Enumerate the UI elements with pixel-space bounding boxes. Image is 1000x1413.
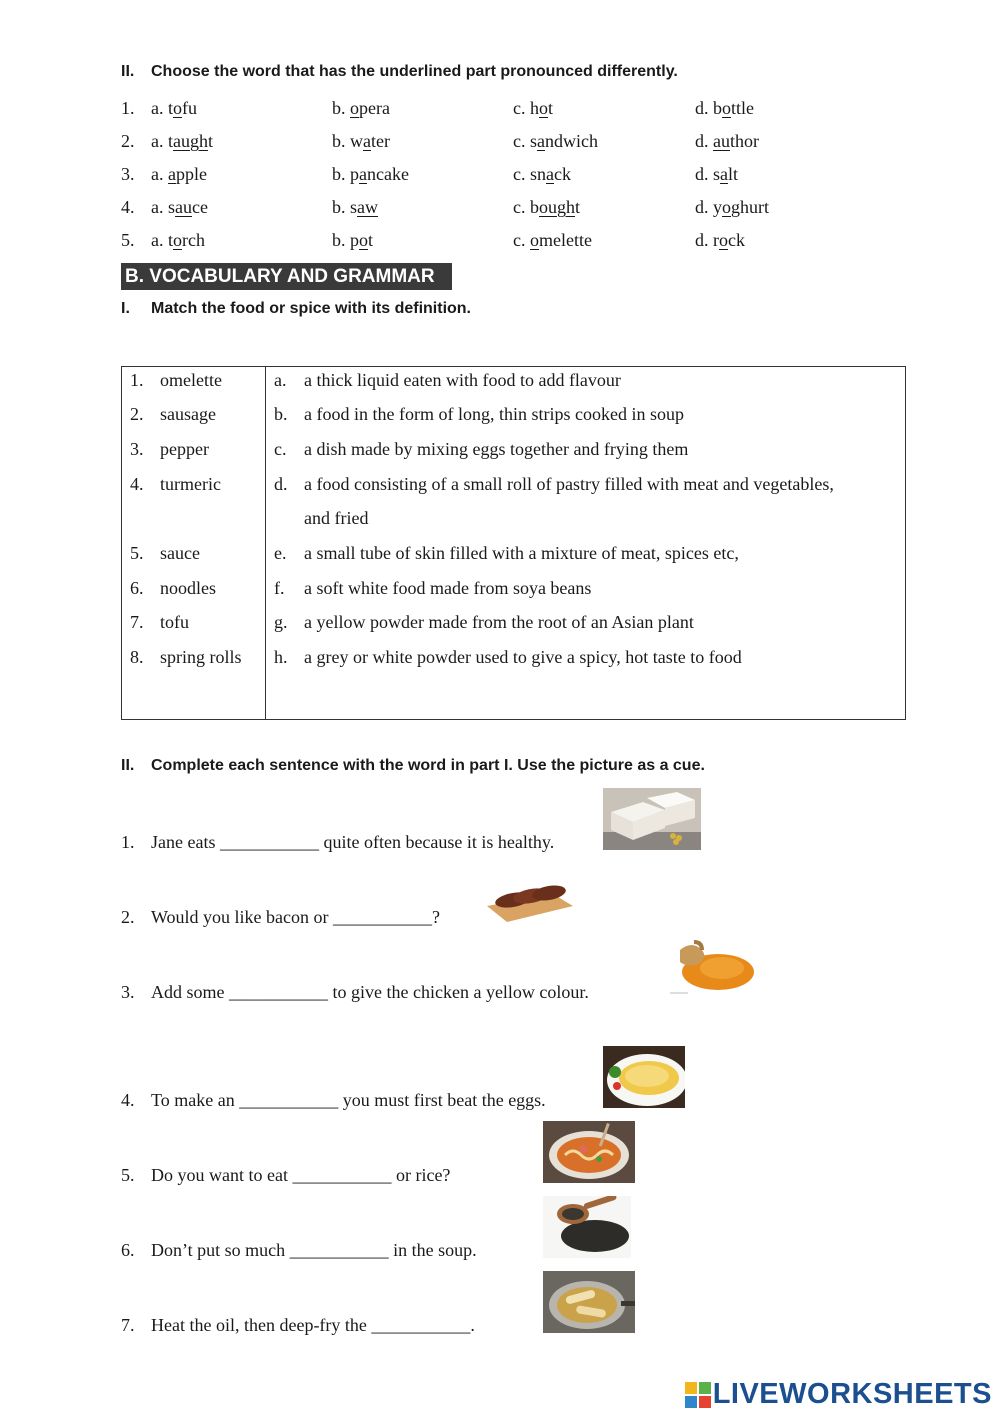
underlined-part: a xyxy=(537,131,545,151)
option-text: a. t xyxy=(151,98,173,118)
option-text: a. t xyxy=(151,131,173,151)
underlined-part: a xyxy=(546,164,554,184)
pronunciation-row xyxy=(121,161,821,187)
answer-option[interactable] xyxy=(151,161,207,187)
word-number: 5. xyxy=(130,543,144,563)
liveworksheets-logo: LIVEWORKSHEETS xyxy=(685,1378,992,1411)
word-number: 3. xyxy=(130,439,144,459)
option-text: b. p xyxy=(332,230,359,250)
word-item xyxy=(130,471,260,497)
sentence-text: Jane eats xyxy=(151,832,220,852)
option-text-rest: t xyxy=(368,230,374,250)
definition-item xyxy=(274,401,899,427)
word-item xyxy=(130,575,260,601)
option-text-rest: ndwich xyxy=(545,131,598,151)
definition-letter: b. xyxy=(274,404,288,424)
word-item xyxy=(130,367,260,393)
underlined-part: o xyxy=(350,98,359,118)
definition-text: a food consisting of a small roll of pastry filled with meat and vegetables, xyxy=(304,474,834,494)
sentence-number: 2. xyxy=(121,907,135,927)
definition-text: a small tube of skin filled with a mixture of meat, spices etc, xyxy=(304,543,739,563)
tofu-picture xyxy=(603,788,701,850)
item-number: 4. xyxy=(121,197,135,217)
option-text: d. s xyxy=(695,164,721,184)
option-text: c. s xyxy=(513,131,537,151)
definition-item xyxy=(274,644,899,670)
sentence-text-end: to give the chicken a yellow colour. xyxy=(328,982,589,1002)
turmeric-picture xyxy=(668,938,758,998)
answer-option[interactable] xyxy=(695,128,759,154)
definition-text: a yellow powder made from the root of an Asian plant xyxy=(304,612,694,632)
table-divider xyxy=(265,367,266,719)
answer-blank[interactable]: ___________ xyxy=(333,907,433,927)
complete-instruction: II. Complete each sentence with the word in part I. Use the picture as a cue. xyxy=(121,757,705,774)
item-number: 2. xyxy=(121,131,135,151)
answer-option[interactable] xyxy=(151,128,213,154)
sentence-text-end: or rice? xyxy=(391,1165,451,1185)
definition-letter: a. xyxy=(274,370,287,390)
word-item xyxy=(130,609,260,635)
answer-option[interactable] xyxy=(513,128,598,154)
noodles-picture xyxy=(543,1121,635,1183)
pronunciation-instruction: II. Choose the word that has the underlined part pronounced differently. xyxy=(121,63,678,80)
option-text: b. xyxy=(332,98,350,118)
definition-text: a dish made by mixing eggs together and frying them xyxy=(304,439,689,459)
sentence-text: Do you want to eat xyxy=(151,1165,293,1185)
option-text-rest: melette xyxy=(539,230,592,250)
word-text: pepper xyxy=(160,439,209,459)
pronunciation-row xyxy=(121,227,821,253)
sentence-text: Would you like bacon or xyxy=(151,907,334,927)
definition-text: a grey or white powder used to give a spicy, hot taste to food xyxy=(304,647,742,667)
underlined-part: au xyxy=(175,197,192,217)
sentence-number: 7. xyxy=(121,1315,135,1335)
word-text: omelette xyxy=(160,370,222,390)
word-number: 2. xyxy=(130,404,144,424)
word-text: spring rolls xyxy=(160,647,242,667)
sentence-text-end: . xyxy=(470,1315,475,1335)
sentence-number: 1. xyxy=(121,832,135,852)
option-text: b. s xyxy=(332,197,358,217)
pronunciation-row xyxy=(121,128,821,154)
matching-table xyxy=(121,366,906,720)
answer-option[interactable] xyxy=(332,161,409,187)
option-text: d. xyxy=(695,131,713,151)
item-number: 1. xyxy=(121,98,135,118)
sentence-text: Add some xyxy=(151,982,229,1002)
option-text-rest: ck xyxy=(728,230,745,250)
underlined-part: a xyxy=(359,164,367,184)
option-text-rest: pera xyxy=(359,98,390,118)
option-text-rest: thor xyxy=(730,131,759,151)
option-text: a. xyxy=(151,164,168,184)
underlined-part: o xyxy=(722,197,731,217)
word-text: tofu xyxy=(160,612,189,632)
answer-option[interactable] xyxy=(332,95,390,121)
sentence-text: Heat the oil, then deep-fry the xyxy=(151,1315,372,1335)
answer-option[interactable] xyxy=(332,194,378,220)
pepper-picture xyxy=(543,1196,631,1258)
underlined-part: a xyxy=(363,131,371,151)
sentence-text: Don’t put so much xyxy=(151,1240,290,1260)
underlined-part: o xyxy=(722,98,731,118)
option-text-rest: ttle xyxy=(731,98,754,118)
option-text-rest: ter xyxy=(371,131,390,151)
option-text-rest: ce xyxy=(192,197,208,217)
section-b-title: B. VOCABULARY AND GRAMMAR xyxy=(121,263,452,290)
option-text: c. xyxy=(513,230,530,250)
pronunciation-row xyxy=(121,95,821,121)
option-text-rest: ncake xyxy=(367,164,409,184)
underlined-part: o xyxy=(719,230,728,250)
underlined-part: au xyxy=(713,131,730,151)
underlined-part: ough xyxy=(539,197,575,217)
omelette-picture xyxy=(603,1046,685,1108)
definition-letter: d. xyxy=(274,474,288,494)
sentence-number: 3. xyxy=(121,982,135,1002)
definition-letter: g. xyxy=(274,612,288,632)
answer-option[interactable] xyxy=(151,95,197,121)
option-text: c. b xyxy=(513,197,539,217)
definition-item xyxy=(274,436,899,462)
option-text: d. y xyxy=(695,197,722,217)
sentence-number: 4. xyxy=(121,1090,135,1110)
sentence xyxy=(121,980,589,1004)
sentence-text-end: quite often because it is healthy. xyxy=(318,832,555,852)
answer-option[interactable] xyxy=(695,95,754,121)
word-item xyxy=(130,540,260,566)
answer-blank[interactable]: ___________ xyxy=(292,1165,392,1185)
word-number: 7. xyxy=(130,612,144,632)
option-text: b. w xyxy=(332,131,363,151)
answer-option[interactable] xyxy=(332,128,390,154)
definition-letter: f. xyxy=(274,578,285,598)
answer-blank[interactable]: ___________ xyxy=(219,832,319,852)
underlined-part: o xyxy=(359,230,368,250)
underlined-part: a xyxy=(720,164,729,184)
answer-option[interactable] xyxy=(513,161,571,187)
answer-blank[interactable]: ___________ xyxy=(371,1315,471,1335)
answer-option[interactable] xyxy=(332,227,373,253)
sentence xyxy=(121,1088,546,1112)
word-item xyxy=(130,644,260,670)
definition-letter: e. xyxy=(274,543,287,563)
word-text: sauce xyxy=(160,543,200,563)
item-number: 3. xyxy=(121,164,135,184)
pronunciation-row xyxy=(121,194,821,220)
word-number: 1. xyxy=(130,370,144,390)
option-text-rest: t xyxy=(548,98,554,118)
option-text: d. b xyxy=(695,98,722,118)
answer-blank[interactable]: ___________ xyxy=(239,1090,339,1110)
option-text: c. sn xyxy=(513,164,546,184)
answer-option[interactable] xyxy=(151,227,205,253)
definition-letter: c. xyxy=(274,439,287,459)
underlined-part: o xyxy=(539,98,548,118)
matching-instruction: I. Match the food or spice with its definition. xyxy=(121,300,471,317)
underlined-part: o xyxy=(530,230,539,250)
answer-option[interactable] xyxy=(513,227,592,253)
option-text-rest: ghurt xyxy=(731,197,769,217)
underlined-part: o xyxy=(173,230,182,250)
sentence-number: 6. xyxy=(121,1240,135,1260)
answer-blank[interactable]: ___________ xyxy=(229,982,328,1002)
definition-item xyxy=(274,471,899,531)
option-text-rest: ck xyxy=(554,164,571,184)
word-number: 4. xyxy=(130,474,144,494)
definition-item xyxy=(274,367,899,393)
option-text-rest: t xyxy=(208,131,214,151)
option-text: a. s xyxy=(151,197,175,217)
sentence-number: 5. xyxy=(121,1165,135,1185)
sentence-text-end: in the soup. xyxy=(388,1240,477,1260)
answer-blank[interactable]: ___________ xyxy=(289,1240,389,1260)
option-text: c. h xyxy=(513,98,539,118)
liveworksheets-logo-icon xyxy=(685,1382,711,1408)
definition-item xyxy=(274,540,899,566)
definition-text: a food in the form of long, thin strips cooked in soup xyxy=(304,404,684,424)
underlined-part: aw xyxy=(357,197,379,217)
definition-item xyxy=(274,575,899,601)
spring-rolls-picture xyxy=(543,1271,635,1333)
answer-option[interactable] xyxy=(151,194,208,220)
sentence xyxy=(121,1238,477,1262)
option-text-rest: pple xyxy=(176,164,207,184)
sentence xyxy=(121,905,440,929)
word-number: 8. xyxy=(130,647,144,667)
definition-text: a thick liquid eaten with food to add flavour xyxy=(304,370,621,390)
underlined-part: o xyxy=(173,98,182,118)
option-text: a. t xyxy=(151,230,173,250)
item-number: 5. xyxy=(121,230,135,250)
sentence-text-end: you must first beat the eggs. xyxy=(338,1090,546,1110)
word-text: turmeric xyxy=(160,474,221,494)
option-text-rest: fu xyxy=(182,98,197,118)
answer-option[interactable] xyxy=(513,95,553,121)
option-text-rest: lt xyxy=(728,164,739,184)
answer-option[interactable] xyxy=(695,194,769,220)
word-item xyxy=(130,436,260,462)
definition-text-continued: and fried xyxy=(304,508,369,528)
option-text: b. p xyxy=(332,164,359,184)
sausage-picture xyxy=(483,876,575,926)
option-text-rest: rch xyxy=(182,230,205,250)
definition-item xyxy=(274,609,899,635)
answer-option[interactable] xyxy=(695,227,745,253)
option-text-rest: t xyxy=(575,197,581,217)
answer-option[interactable] xyxy=(513,194,580,220)
sentence-text-end: ? xyxy=(432,907,441,927)
definition-letter: h. xyxy=(274,647,288,667)
underlined-part: a xyxy=(168,164,176,184)
sentence xyxy=(121,1313,475,1337)
option-text: d. r xyxy=(695,230,719,250)
sentence xyxy=(121,830,554,854)
definition-text: a soft white food made from soya beans xyxy=(304,578,592,598)
word-item xyxy=(130,401,260,427)
sentence xyxy=(121,1163,450,1187)
underlined-part: augh xyxy=(173,131,208,151)
word-text: noodles xyxy=(160,578,216,598)
word-number: 6. xyxy=(130,578,144,598)
sentence-text: To make an xyxy=(151,1090,240,1110)
word-text: sausage xyxy=(160,404,216,424)
answer-option[interactable] xyxy=(695,161,738,187)
